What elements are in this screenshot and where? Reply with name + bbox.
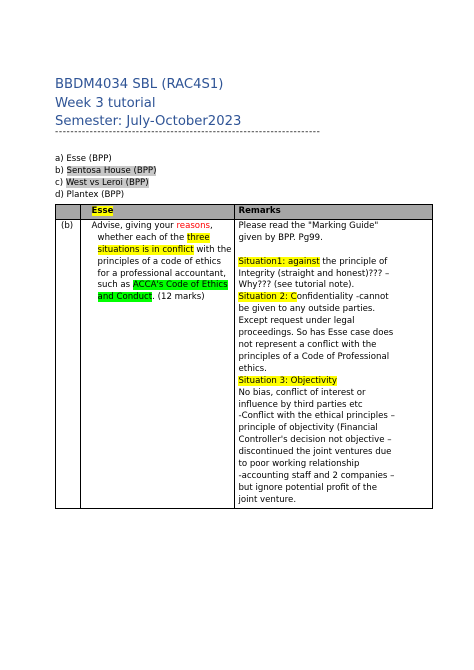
table-row [56,219,433,508]
remarks-cell [235,219,433,508]
question-line: principles of a code of ethics [97,256,221,267]
case-item-b: b) Sentosa House (BPP) [55,166,157,176]
remark-line: -Conflict with the ethical principles – [238,411,395,422]
question-line: situations is in conflict with the [97,244,232,255]
header-blank-cell [56,205,81,220]
question-line: and Conduct. (12 marks) [97,292,205,303]
remark-line: Please read the "Marking Guide" [238,220,379,231]
question-line: such as ACCA's Code of Ethics [97,280,228,291]
remark-line: principles of a Code of Professional [238,351,390,362]
remark-line: -accounting staff and 2 companies – [238,470,395,481]
header-esse: Esse [80,205,235,220]
remark-line: be given to any outside parties. [238,304,376,315]
separator-line: --------------------------------------------------------------------- [55,127,321,137]
header-remarks: Remarks [235,205,433,220]
answer-table [55,204,433,509]
situation-2-line: Situation 2: Confidentiality -cannot [238,292,389,303]
remark-line: Controller's decision not objective – [238,435,392,446]
remark-line: not represent a conflict with the [238,339,377,350]
semester-heading: Semester: July-October2023 [55,114,242,129]
remark-line: given by BPP. Pg99. [238,232,323,243]
remark-line: but ignore potential profit of the [238,482,378,493]
remark-line: ethics. [238,363,267,374]
question-line: Advise, giving your reasons, [91,220,213,231]
remark-spacer [238,245,429,257]
remark-line: principle of objectivity (Financial [238,423,378,434]
remark-line: No bias, conflict of interest or [238,387,366,398]
question-cell [80,219,235,508]
case-item-a: a) Esse (BPP) [55,154,112,164]
remark-line: proceedings. So has Esse case does [238,328,394,339]
remark-line: joint venture. [238,494,297,505]
week-heading: Week 3 tutorial [55,96,156,111]
remark-line: Integrity (straight and honest)??? – [238,268,390,279]
remark-line: Except request under legal [238,316,355,327]
case-item-c: c) West vs Leroi (BPP) [55,178,149,188]
row-label: (b) [56,219,81,508]
situation-1-line: Situation1: against the principle of [238,256,388,267]
remark-line: Why??? (see tutorial note). [238,280,355,291]
question-line: for a professional accountant, [97,268,226,279]
remark-line: to poor working relationship [238,459,360,470]
remark-line: influence by third parties etc [238,399,363,410]
remark-line: discontinued the joint ventures due [238,447,392,458]
case-item-d: d) Plantex (BPP) [55,190,125,200]
question-line: whether each of the three [97,232,210,243]
situation-3-line: Situation 3: Objectivity [238,375,337,386]
table-header-row [56,205,433,220]
course-code-heading: BBDM4034 SBL (RAC4S1) [55,77,224,92]
